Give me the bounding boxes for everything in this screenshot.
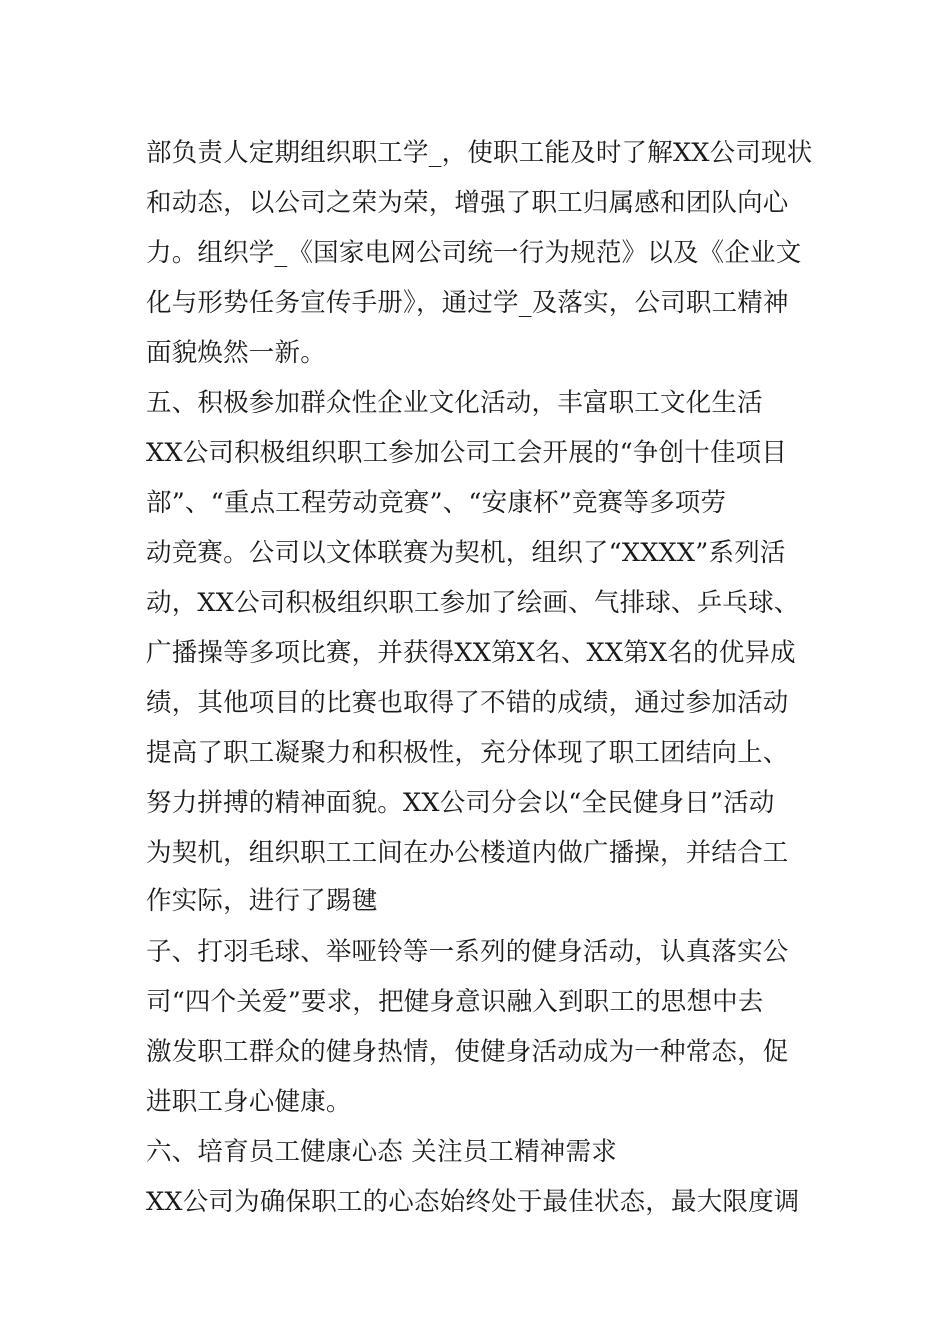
text-line: 力。组织学_《国家电网公司统一行为规范》以及《企业文 (146, 238, 802, 268)
text-line: 化与形势任务宣传手册》，通过学_及落实，公司职工精神 (146, 288, 789, 318)
text-line: 提高了职工凝聚力和积极性，充分体现了职工团结向上、 (146, 738, 789, 768)
text-line: 和动态，以公司之荣为荣，增强了职工归属感和团队向心 (146, 188, 789, 218)
text-line: XX公司为确保职工的心态始终处于最佳状态，最大限度调 (146, 1187, 800, 1217)
text-line: 面貌焕然一新。 (146, 338, 326, 368)
text-line: 部”、“重点工程劳动竞赛”、“安康杯”竞赛等多项劳 (146, 488, 727, 518)
text-line: 努力拼搏的精神面貌。XX公司分会以“全民健身日”活动 (146, 788, 775, 818)
text-line: 动竞赛。公司以文体联赛为契机，组织了“XXXX”系列活 (146, 538, 786, 568)
text-line: XX公司积极组织职工参加公司工会开展的“争创十佳项目 (146, 438, 788, 468)
text-line: 司“四个关爱”要求，把健身意识融入到职工的思想中去 (146, 987, 764, 1017)
section-heading-6: 六、培育员工健康心态 关注员工精神需求 (146, 1137, 617, 1167)
text-line: 绩，其他项目的比赛也取得了不错的成绩，通过参加活动 (146, 688, 789, 718)
text-line: 广播操等多项比赛，并获得XX第X名、XX第X名的优异成 (146, 638, 796, 668)
section-heading-5: 五、积极参加群众性企业文化活动，丰富职工文化生活 (146, 388, 763, 418)
text-line: 激发职工群众的健身热情，使健身活动成为一种常态，促 (146, 1037, 789, 1067)
text-line: 子、打羽毛球、举哑铃等一系列的健身活动，认真落实公 (146, 937, 789, 967)
text-line: 为契机，组织职工工间在办公楼道内做广播操，并结合工 (146, 838, 789, 868)
text-line: 进职工身心健康。 (146, 1087, 352, 1117)
text-line: 作实际，进行了踢毽 (146, 886, 378, 916)
text-line: 部负责人定期组织职工学_，使职工能及时了解XX公司现状 (146, 138, 813, 168)
text-line: 动，XX公司积极组织职工参加了绘画、气排球、乒乓球、 (146, 588, 800, 618)
